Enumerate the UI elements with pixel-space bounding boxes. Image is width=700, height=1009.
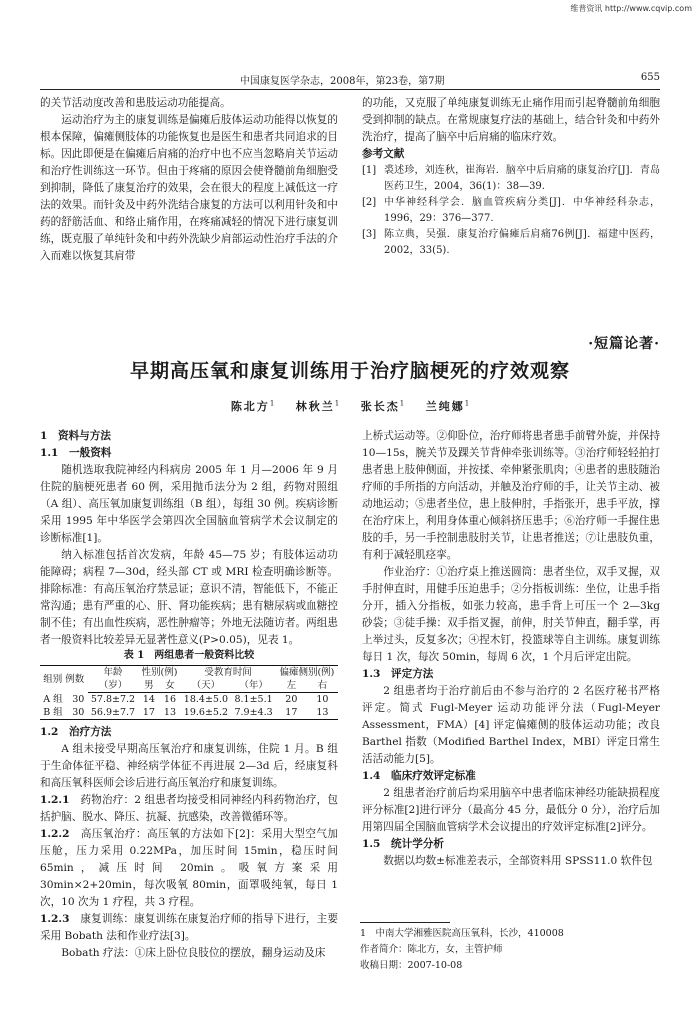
table-header: 右 bbox=[307, 679, 338, 693]
subsection-heading: 1.2 治疗方法 bbox=[40, 726, 112, 738]
table-header: （年） bbox=[231, 679, 275, 693]
table-row: A 组 30 57.8±7.2 14 16 18.4±5.0 8.1±5.1 20 10 bbox=[43, 693, 329, 705]
article-left-column bbox=[40, 428, 338, 962]
article-title: 早期高压氧和康复训练用于治疗脑梗死的疗效观察 bbox=[129, 360, 570, 382]
footnote-received-date: 收稿日期：2007-10-08 bbox=[360, 960, 463, 971]
footnotes bbox=[360, 926, 660, 974]
subsection-heading: 1.4 临床疗效评定标准 bbox=[362, 770, 476, 782]
demographics-table bbox=[40, 665, 338, 720]
article-type-tag: ·短篇论著· bbox=[588, 336, 660, 352]
table-header: 左 bbox=[276, 679, 307, 693]
subsection-heading: 1.5 统计学分析 bbox=[362, 838, 444, 850]
table-header: 受教育时间 bbox=[181, 666, 276, 680]
paragraph: Bobath 疗法：①床上卧位良肢位的摆放，翻身运动及床 bbox=[61, 947, 326, 959]
article-right-column bbox=[362, 428, 660, 870]
paragraph: 2 组患者均于治疗前后由不参与治疗的 2 名医疗秘书严格评定。简式 Fugl-Meyer 运动功能评分法（Fugl-Meyer Assessment，FMA）[4] 评定偏瘫侧的肢体运动功能；改良 Barthel 指数（Modified Barthel Index，MBI）评定日常生活活动能力[5]。 bbox=[362, 685, 660, 765]
table-header: （天） bbox=[181, 679, 232, 693]
paragraph: 1.2.3 康复训练：康复训练在康复治疗师的指导下进行，主要采用 Bobath 法和作业疗法[3]。 bbox=[40, 913, 339, 942]
paragraph: 数据以均数±标准差表示，全部资料用 SPSS11.0 软件包 bbox=[383, 855, 653, 867]
author: 陈北方$^1$ bbox=[230, 399, 275, 413]
footnote-rule bbox=[360, 922, 450, 923]
page-number: 655 bbox=[640, 72, 660, 83]
footnote-author-bio: 作者简介：陈北方，女，主管护师 bbox=[360, 944, 503, 955]
reference-item: [3] 陈立典，吴强．康复治疗偏瘫后肩痛76例[J]．福建中医药，2002，33(5). bbox=[362, 229, 660, 256]
watermark: 维普资讯 http://www.cqvip.com bbox=[570, 4, 692, 13]
paragraph: 的功能，又克服了单纯康复训练无止痛作用而引起脊髓前角细胞受到抑制的缺点。在常规康复疗法的基础上，结合针灸和中药外洗治疗，提高了脑卒中后肩痛的临床疗效。 bbox=[362, 97, 660, 143]
table-header: 年龄 bbox=[88, 666, 139, 680]
header-rule bbox=[40, 89, 660, 90]
table-row: B 组 30 56.9±7.7 17 13 19.6±5.2 7.9±4.3 17 13 bbox=[40, 706, 338, 720]
table-header: 组别 例数 bbox=[40, 666, 88, 693]
author: 兰纯娜$^1$ bbox=[425, 399, 470, 413]
journal-title: 中国康复医学杂志，2008年，第23卷，第7期 bbox=[240, 76, 445, 87]
table-caption: 表 1 两组患者一般资料比较 bbox=[123, 650, 255, 661]
references-heading: 参考文献 bbox=[362, 148, 405, 160]
reference-item: [2] 中华神经科学会．脑血管疾病分类[J]．中华神经科杂志，1996，29：376—377. bbox=[362, 197, 660, 224]
table-header: 男 bbox=[138, 679, 159, 693]
paragraph: 上桥式运动等。②仰卧位，治疗师将患者患手前臂外旋，并保持 10—15s，腕关节及踝关节背伸牵张训练等。③治疗师轻轻拍打患者患上肢伸侧面，并按揉、牵伸紧张肌肉；④患者的患肢随治疗师的手所指的方向活动，并触及治疗师的手，让关节主动、被动地运动；⑤患者坐位，患上肢伸肘，手指张开，患手平放，撑在治疗床上，利用身体重心倾斜挤压患手；⑥治疗师一手握住患肢的手，另一手控制患肢肘关节，让患者推送；⑦让患肢负重，有利于减轻肌痉挛。 bbox=[362, 430, 660, 561]
table-header: 女 bbox=[159, 679, 180, 693]
table-header: 偏瘫侧别(例) bbox=[276, 666, 338, 680]
table-header: （岁） bbox=[88, 679, 139, 693]
section-heading: 1 资料与方法 bbox=[40, 430, 111, 442]
paragraph: 运动治疗为主的康复训练是偏瘫后肢体运动功能得以恢复的根本保障，偏瘫侧肢体的功能恢复也是医生和患者共同追求的目标。因此即便是在偏瘫后肩痛的治疗中也不应当忽略肩关节运动和治疗性训练这一环节。但由于疼痛的原因会使脊髓前角细胞受到抑制，降低了康复治疗的效果，会在很大的程度上减低这一疗法的效果。而针灸及中药外洗结合康复的方法可以利用针灸和中药的舒筋活血、和络止痛作用，在疼痛减轻的情况下进行康复训练，既克服了单纯针灸和中药外洗缺少肩部运动性治疗手法的介入而难以恢复其肩带 bbox=[40, 114, 338, 262]
prev-article-right-column bbox=[362, 95, 660, 259]
author: 林秋兰$^1$ bbox=[295, 399, 340, 413]
footnote-affiliation: 1 中南大学湘雅医院高压氧科，长沙，410008 bbox=[360, 928, 564, 939]
paragraph: 1.2.2 高压氧治疗：高压氧的方法如下[2]：采用大型空气加压舱，压力采用 0.22MPa，加压时间 15min，稳压时间 65min，减压时间 20min。吸氧方案采用 30min×2+20min，每次吸氧 80min，面罩吸纯氧，每日 1 次，10 次为 1 疗程，共 3 疗程。 bbox=[40, 828, 338, 908]
subsection-heading: 1.1 一般资料 bbox=[40, 447, 112, 459]
paragraph: 1.2.1 药物治疗：2 组患者均接受相同神经内科药物治疗，包括护脑、脱水、降压、抗凝、抗感染，改善微循环等。 bbox=[40, 794, 339, 823]
paragraph: 纳入标准包括首次发病，年龄 45—75 岁；有肢体运动功能障碍；病程 7—30d，经头部 CT 或 MRI 检查明确诊断等。排除标准：有高压氧治疗禁忌证；意识不清，智能低下，不能正常沟通；患有严重的心、肝、肾功能疾病；患有糖尿病或血糖控制不佳；有出血性疾病，恶性肿瘤等；外地无法随访者。两组患者一般资料比较差异无显著性意义(P>0.05)，见表 1。 bbox=[40, 549, 338, 646]
author: 张长杰$^1$ bbox=[360, 399, 405, 413]
paragraph: 2 组患者治疗前后均采用脑卒中患者临床神经功能缺损程度评分标准[2]进行评分（最高分 45 分，最低分 0 分），治疗后加用第四届全国脑血管病学术会议提出的疗效评定标准[2]评分。 bbox=[362, 787, 660, 833]
prev-article-left-column bbox=[40, 95, 338, 265]
reference-item: [1] 裘述珍，刘连秋，崔海岩．脑卒中后肩痛的康复治疗[J]．青岛医药卫生，2004，36(1)：38—39. bbox=[362, 165, 660, 192]
table-header: 性别(例) bbox=[138, 666, 180, 680]
subsection-heading: 1.3 评定方法 bbox=[362, 668, 434, 680]
paragraph: 随机选取我院神经内科病房 2005 年 1 月—2006 年 9 月住院的脑梗死患者 60 例，采用抛币法分为 2 组，药物对照组（A 组）、高压氧加康复训练组（B 组），每组 30 例。疾病诊断采用 1995 年中华医学会第四次全国脑血管病学术会议制定的诊断标准[1]。 bbox=[40, 464, 338, 544]
paragraph: 作业治疗：①治疗桌上推送圆筒：患者坐位，双手叉握，双手肘伸直时，用健手压迫患手；②分指板训练：坐位，让患手指分开，插入分指板，如张力较高，患手背上可压一个 2—3kg 砂袋；③徒手操：双手指叉握，前伸，肘关节伸直，翻手掌，再上举过头，反复多次；④捏木钉，投篮球等自主训练。康复训练每日 1 次，每次 50min，每周 6 次，1 个月后评定出院。 bbox=[362, 566, 660, 663]
author-list bbox=[0, 398, 700, 414]
paragraph: A 组未接受早期高压氧治疗和康复训练，住院 1 月。B 组于生命体征平稳、神经病学体征不再进展 2—3d 后，经康复科和高压氧科医师会诊后进行高压氧治疗和康复训练。 bbox=[40, 743, 338, 789]
paragraph: 的关节活动度改善和患肢运动功能提高。 bbox=[40, 97, 231, 109]
